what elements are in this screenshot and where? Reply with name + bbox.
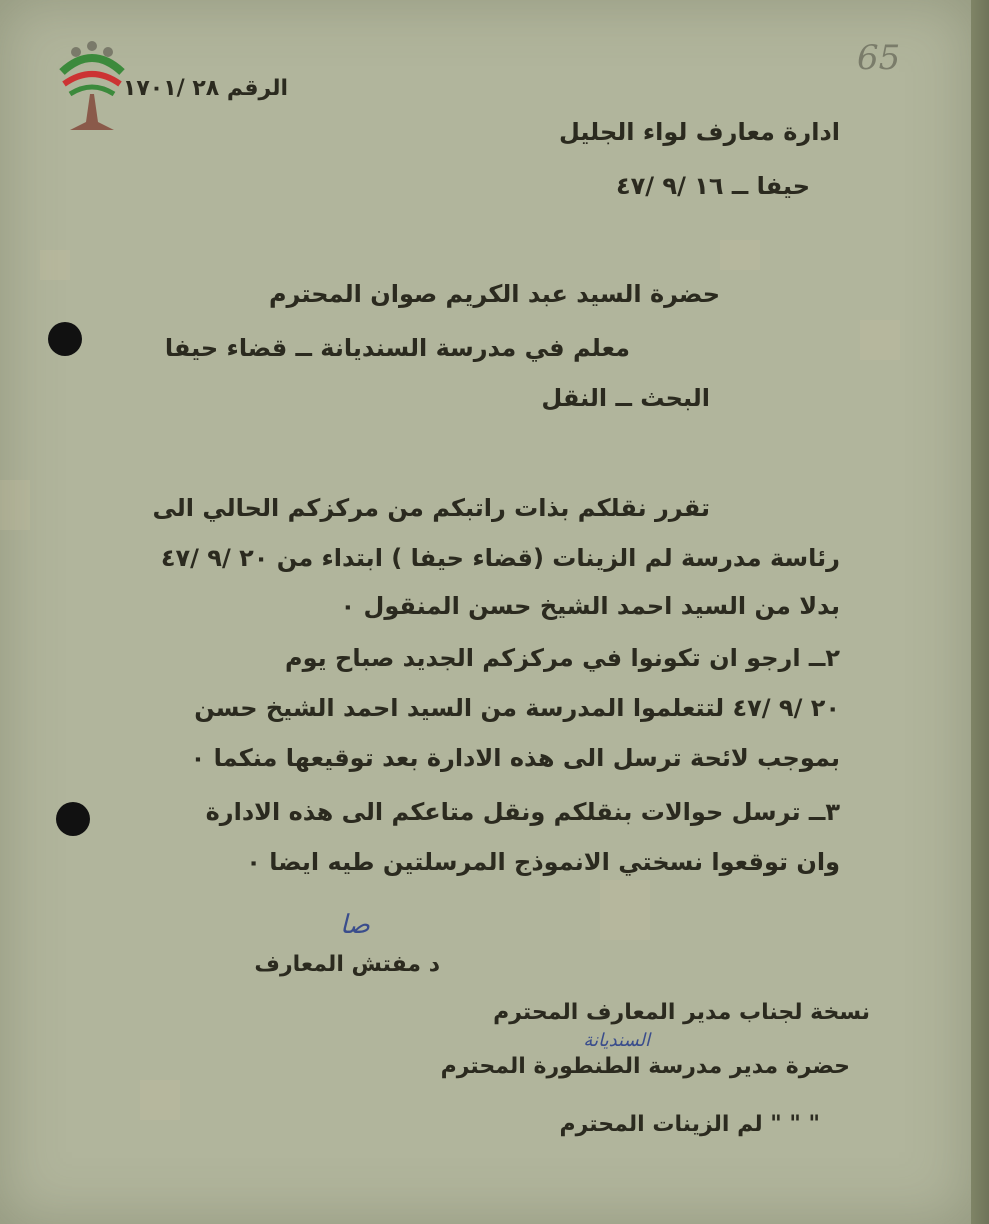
body-line: ٣ــ ترسل حوالات بنقلكم ونقل متاعكم الى هذه الادارة xyxy=(205,798,840,826)
handwritten-insert: السنديانة xyxy=(583,1030,650,1051)
page-number: 65 xyxy=(857,38,901,78)
body-line: وان توقعوا نسختي الانموذج المرسلتين طيه ايضا ٠ xyxy=(246,848,840,876)
body-line: ٢٠ /٩ /٤٧ لتتعلموا المدرسة من السيد احمد الشيخ حسن xyxy=(194,694,840,722)
addressee-name: حضرة السيد عبد الكريم صوان المحترم xyxy=(268,280,720,308)
paper-stain xyxy=(860,320,900,360)
paper-stain xyxy=(140,1080,180,1120)
subject-line: البحث ــ النقل xyxy=(541,384,710,412)
body-line: ٢ــ ارجو ان تكونوا في مركزكم الجديد صباح يوم xyxy=(285,644,840,672)
place-date: حيفا ــ ١٦ /٩ /٤٧ xyxy=(616,172,810,200)
page-edge xyxy=(971,0,989,1224)
body-line: بدلا من السيد احمد الشيخ حسن المنقول ٠ xyxy=(340,592,840,620)
paper-stain xyxy=(40,250,70,280)
punch-hole xyxy=(48,322,82,356)
signatory-title: د مفتش المعارف xyxy=(254,952,440,977)
body-line: رئاسة مدرسة لم الزينات (قضاء حيفا ) ابتداء من ٢٠ /٩ /٤٧ xyxy=(160,544,840,572)
reference-number: الرقم ٢٨ /١٧٠١ xyxy=(122,76,288,101)
body-line: بموجب لائحة ترسل الى هذه الادارة بعد توقيعها منكما ٠ xyxy=(190,744,840,772)
paper-stain xyxy=(720,240,760,270)
copy-line: حضرة مدير مدرسة الطنطورة المحترم xyxy=(440,1054,850,1079)
body-line: تقرر نقلكم بذات راتبكم من مركزكم الحالي الى xyxy=(152,494,710,522)
paper-stain xyxy=(0,480,30,530)
tree-logo-icon xyxy=(56,38,128,134)
copy-line: نسخة لجناب مدير المعارف المحترم xyxy=(493,1000,870,1025)
copy-line: " " " لم الزينات المحترم xyxy=(559,1112,820,1137)
paper-stain xyxy=(600,880,650,940)
addressee-position: معلم في مدرسة السنديانة ــ قضاء حيفا xyxy=(164,334,630,362)
signature-mark: صا xyxy=(340,910,370,940)
office-name: ادارة معارف لواء الجليل xyxy=(558,118,840,146)
punch-hole xyxy=(56,802,90,836)
